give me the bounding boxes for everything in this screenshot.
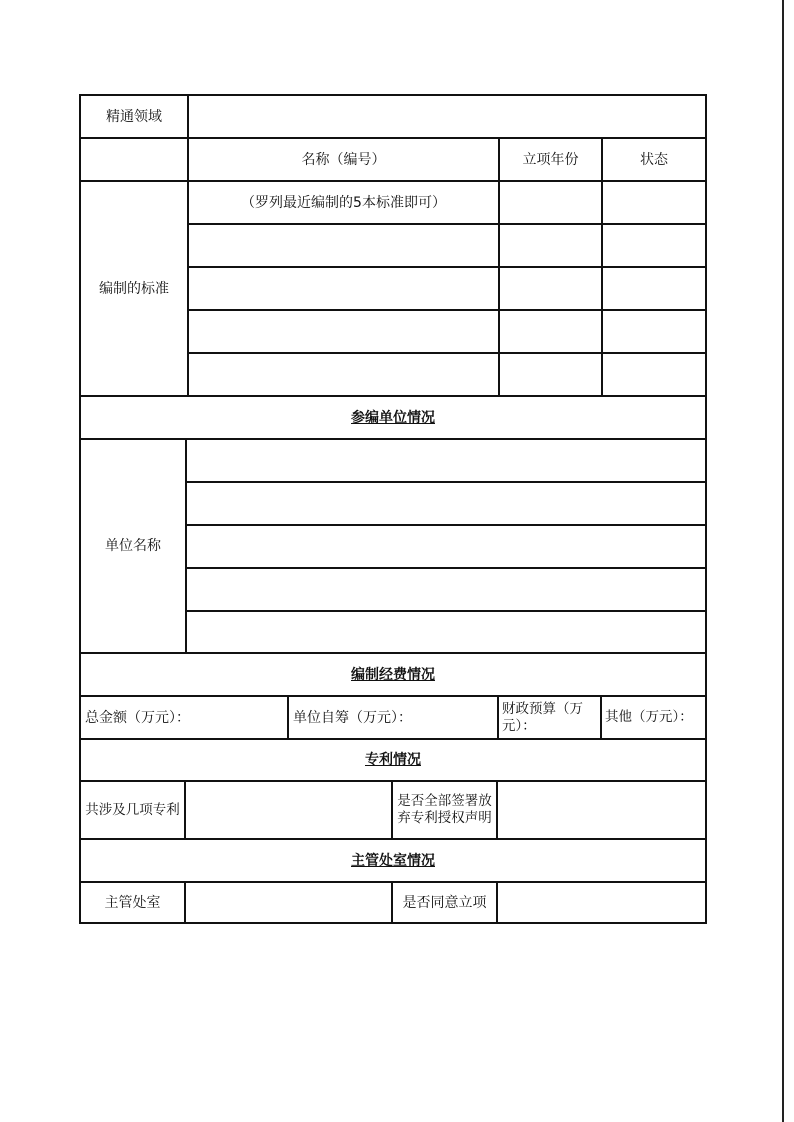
patent-count-field[interactable]: [185, 781, 392, 839]
page-edge-line: [782, 0, 784, 1122]
office-title-row: [80, 839, 706, 882]
participant-unit-cell-3[interactable]: [186, 525, 706, 568]
standard-year-cell-4[interactable]: [499, 310, 602, 353]
funding-row: [80, 696, 706, 739]
patent-count-label: 共涉及几项专利: [80, 781, 185, 839]
office-title: 主管处室情况: [80, 839, 706, 882]
standard-status-cell-4[interactable]: [602, 310, 706, 353]
funding-title: 编制经费情况: [80, 653, 706, 696]
approve-field[interactable]: [497, 882, 706, 924]
standard-year-cell-1[interactable]: [499, 181, 602, 224]
header-blank: [80, 138, 188, 181]
standards-row-label: 编制的标准: [80, 181, 188, 396]
funding-self-raised-field[interactable]: 单位自筹（万元）：: [288, 696, 498, 739]
standards-header-row: [80, 138, 706, 181]
patents-row: [80, 781, 706, 839]
standard-year-cell-3[interactable]: [499, 267, 602, 310]
standard-status-cell-1[interactable]: [602, 181, 706, 224]
application-form-table: [80, 95, 706, 924]
office-field[interactable]: [185, 882, 392, 924]
participants-title-row: [80, 396, 706, 439]
standard-status-cell-2[interactable]: [602, 224, 706, 267]
standard-name-cell-1[interactable]: （罗列最近编制的5本标准即可）: [188, 181, 499, 224]
standard-status-cell-3[interactable]: [602, 267, 706, 310]
patents-title-row: [80, 739, 706, 781]
standard-name-cell-5[interactable]: [188, 353, 499, 396]
participant-unit-cell-4[interactable]: [186, 568, 706, 611]
participants-row-label: 单位名称: [80, 439, 186, 653]
participants-block: [80, 439, 706, 653]
office-row: [80, 882, 706, 924]
funding-budget-field[interactable]: 财政预算（万元）：: [498, 696, 601, 739]
standard-name-cell-4[interactable]: [188, 310, 499, 353]
participant-unit-cell-5[interactable]: [186, 611, 706, 653]
patent-waiver-label: 是否全部签署放弃专利授权声明: [392, 781, 497, 839]
col-status-header: 状态: [602, 138, 706, 181]
funding-total-field[interactable]: 总金额（万元）：: [80, 696, 288, 739]
domain-row: [80, 95, 706, 138]
standard-year-cell-5[interactable]: [499, 353, 602, 396]
approve-label: 是否同意立项: [392, 882, 497, 924]
participant-unit-cell-2[interactable]: [186, 482, 706, 525]
domain-field[interactable]: [188, 95, 706, 138]
participants-title: 参编单位情况: [80, 396, 706, 439]
standard-name-cell-2[interactable]: [188, 224, 499, 267]
standard-name-cell-3[interactable]: [188, 267, 499, 310]
domain-label: 精通领域: [80, 95, 188, 138]
col-name-header: 名称（编号）: [188, 138, 499, 181]
standards-block: [80, 181, 706, 396]
office-label: 主管处室: [80, 882, 185, 924]
participant-unit-cell-1[interactable]: [186, 439, 706, 482]
funding-title-row: [80, 653, 706, 696]
standard-status-cell-5[interactable]: [602, 353, 706, 396]
funding-other-field[interactable]: 其他（万元）：: [601, 696, 706, 739]
patent-waiver-field[interactable]: [497, 781, 706, 839]
patents-title: 专利情况: [80, 739, 706, 781]
standard-year-cell-2[interactable]: [499, 224, 602, 267]
col-year-header: 立项年份: [499, 138, 602, 181]
